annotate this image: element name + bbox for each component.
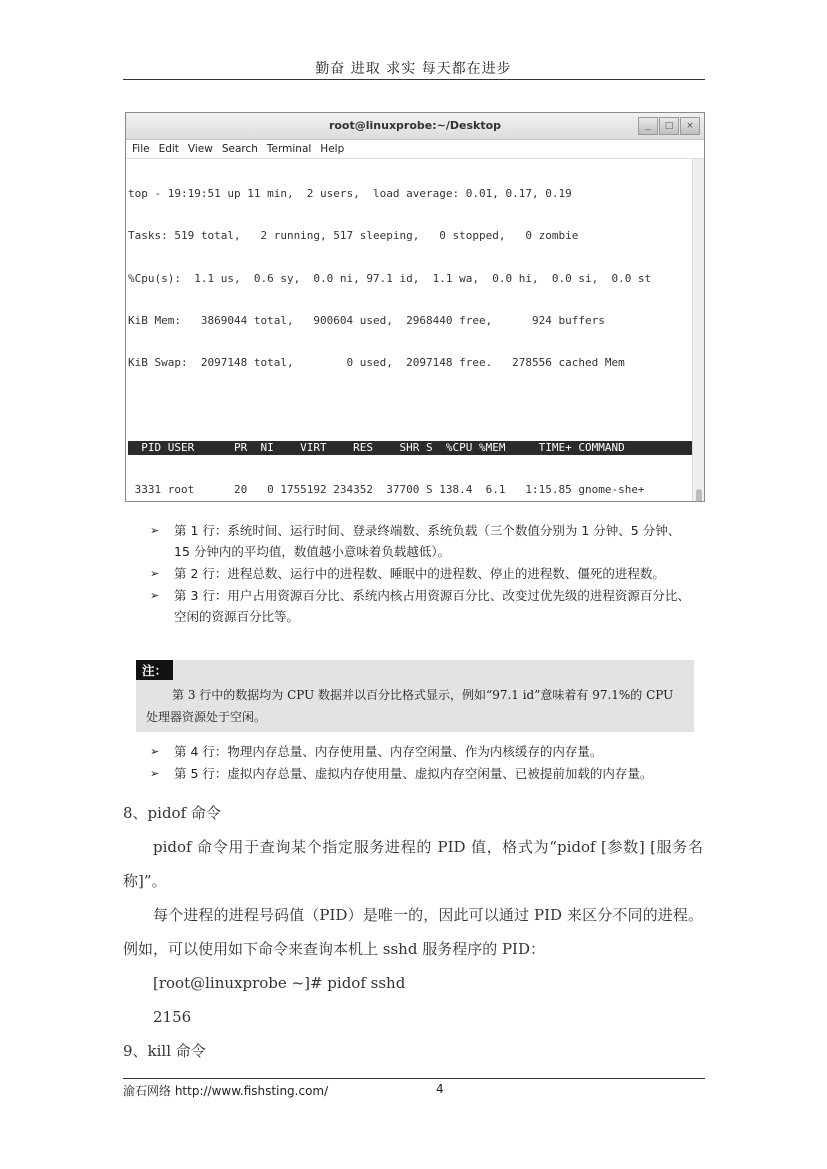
terminal-output — [128, 159, 692, 501]
terminal-window — [125, 112, 705, 502]
list-item-text: 第 5 行：虚拟内存总量、虚拟内存使用量、虚拟内存空闲量、已被提前加载的内存量。 — [174, 766, 653, 781]
note-text: 第 3 行中的数据均为 CPU 数据并以百分比格式显示，例如“97.1 id”意味着有 97.1%的 CPU 处理器资源处于空闲。 — [146, 688, 674, 724]
section-heading: 9、kill 命令 — [123, 1042, 206, 1060]
terminal-menubar — [126, 140, 704, 159]
command-output: 2156 — [153, 1008, 192, 1026]
top-summary-line: top - 19:19:51 up 11 min, 2 users, load average: 0.01, 0.17, 0.19 — [128, 187, 572, 201]
process-row: 3331 root 20 0 1755192 234352 37700 S 138.4 6.1 1:15.85 gnome-she+ — [128, 483, 645, 497]
arrow-bullet-icon: ➢ — [150, 589, 160, 602]
list-item — [150, 520, 695, 562]
explanation-list-2 — [150, 741, 695, 785]
list-item-text: 第 1 行：系统时间、运行时间、登录终端数、系统负载（三个数值分别为 1 分钟、5 分钟、15 分钟内的平均值，数值越小意味着负载越低）。 — [174, 523, 681, 559]
menu-edit[interactable]: Edit — [158, 143, 179, 155]
top-summary-line: Tasks: 519 total, 2 running, 517 sleeping, 0 stopped, 0 zombie — [128, 229, 579, 243]
terminal-titlebar — [126, 113, 704, 140]
arrow-bullet-icon: ➢ — [150, 567, 160, 580]
note-box — [136, 660, 694, 732]
page-number: 4 — [436, 1082, 444, 1096]
list-item-text: 第 2 行：进程总数、运行中的进程数、睡眠中的进程数、停止的进程数、僵死的进程数。 — [174, 566, 665, 581]
list-item — [150, 763, 695, 784]
arrow-bullet-icon: ➢ — [150, 524, 160, 537]
process-table-header: PID USER PR NI VIRT RES SHR S %CPU %MEM TIME+ COMMAND — [128, 441, 692, 455]
menu-view[interactable]: View — [187, 143, 213, 155]
menu-search[interactable]: Search — [221, 143, 258, 155]
page-header: 勤奋 进取 求实 每天都在进步 — [315, 61, 512, 77]
section-heading: 8、pidof 命令 — [123, 804, 221, 822]
header-rule — [123, 79, 705, 80]
menu-help[interactable]: Help — [320, 143, 345, 155]
command-line: [root@linuxprobe ~]# pidof sshd — [153, 974, 406, 992]
top-summary-line: KiB Mem: 3869044 total, 900604 used, 2968440 free, 924 buffers — [128, 314, 605, 328]
list-item-text: 第 4 行：物理内存总量、内存使用量、内存空闲量、作为内核缓存的内存量。 — [174, 744, 603, 759]
scrollbar-thumb[interactable] — [696, 489, 702, 502]
maximize-button[interactable]: □ — [659, 117, 679, 135]
terminal-scrollbar[interactable] — [692, 159, 704, 501]
paragraph: pidof 命令用于查询某个指定服务进程的 PID 值，格式为“pidof [参数] [服务名称]”。 — [123, 838, 703, 890]
footer-rule — [123, 1078, 705, 1079]
top-summary-line: %Cpu(s): 1.1 us, 0.6 sy, 0.0 ni, 97.1 id, 1.1 wa, 0.0 hi, 0.0 si, 0.0 st — [128, 271, 652, 285]
menu-file[interactable]: File — [132, 143, 150, 155]
note-tag: 注： — [136, 660, 173, 680]
footer-source: 渝石网络 http://www.fishsting.com/ — [123, 1084, 329, 1098]
arrow-bullet-icon: ➢ — [150, 745, 160, 758]
top-summary-line: KiB Swap: 2097148 total, 0 used, 2097148 free. 278556 cached Mem — [128, 356, 625, 370]
minimize-button[interactable]: _ — [638, 117, 658, 135]
list-item — [150, 741, 695, 762]
arrow-bullet-icon: ➢ — [150, 767, 160, 780]
explanation-list — [150, 520, 695, 628]
list-item — [150, 585, 695, 627]
close-button[interactable]: × — [680, 117, 700, 135]
terminal-title: root@linuxprobe:~/Desktop — [328, 119, 502, 132]
list-item-text: 第 3 行：用户占用资源百分比、系统内核占用资源百分比、改变过优先级的进程资源百分比、空闲的资源百分比等。 — [174, 588, 690, 624]
menu-terminal[interactable]: Terminal — [266, 143, 312, 155]
list-item — [150, 563, 695, 584]
paragraph: 每个进程的进程号码值（PID）是唯一的，因此可以通过 PID 来区分不同的进程。例如，可以使用如下命令来查询本机上 sshd 服务程序的 PID： — [123, 906, 703, 958]
